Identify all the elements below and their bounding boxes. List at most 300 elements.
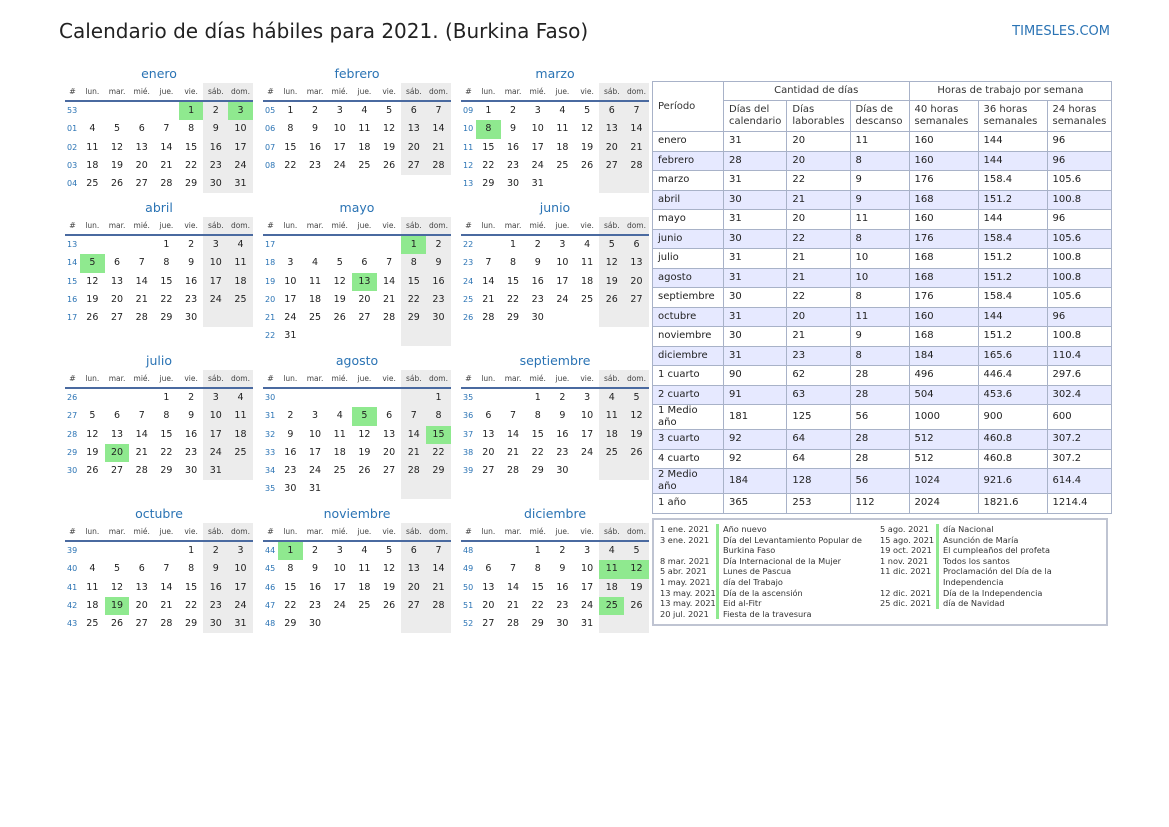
day-cell: 13 (401, 120, 426, 138)
holiday-item (880, 566, 1100, 587)
day-cell: 18 (228, 426, 253, 444)
weekday-header (65, 523, 253, 542)
day-cell: 5 (624, 389, 649, 407)
week-number: 41 (67, 582, 78, 592)
value-cell: 31 (724, 307, 787, 327)
day-cell: 9 (203, 120, 228, 138)
weekday-label: mié. (133, 527, 150, 536)
day-cell: 23 (531, 293, 544, 305)
value-cell: 453.6 (978, 385, 1047, 405)
day-cell: 3 (203, 236, 228, 254)
day-cell: 6 (401, 102, 426, 120)
table-row (653, 151, 1112, 171)
day-cell: 19 (358, 446, 371, 458)
value-cell: 1214.4 (1047, 494, 1112, 514)
value-cell: 151.2 (978, 190, 1047, 210)
day-cell (105, 389, 130, 407)
day-cell (327, 615, 352, 633)
day-cell: 29 (482, 178, 495, 190)
day-cell: 28 (401, 462, 426, 480)
weekday-label: jue. (159, 221, 174, 230)
week-number-header: # (465, 87, 472, 96)
day-cell: 5 (89, 410, 96, 422)
day-cell: 7 (138, 410, 145, 422)
value-cell: 62 (787, 366, 850, 386)
period-cell: noviembre (653, 327, 724, 347)
weekday-label: mié. (529, 221, 546, 230)
day-cell: 5 (114, 123, 121, 135)
value-cell: 30 (724, 229, 787, 249)
value-cell: 21 (787, 327, 850, 347)
value-cell: 176 (909, 229, 978, 249)
weekday-label: mié. (133, 87, 150, 96)
day-cell: 4 (361, 105, 368, 116)
day-cell: 31 (531, 178, 544, 190)
day-cell: 10 (581, 563, 594, 575)
week-number: 42 (67, 600, 78, 610)
week-row (263, 157, 451, 175)
table-row (653, 132, 1112, 152)
day-cell: 17 (531, 141, 544, 153)
value-cell: 168 (909, 249, 978, 269)
day-cell: 15 (160, 275, 173, 287)
value-cell: 160 (909, 132, 978, 152)
day-cell: 24 (228, 157, 253, 175)
day-cell: 13 (135, 581, 148, 593)
day-cell: 15 (284, 141, 297, 153)
week-row (263, 597, 451, 615)
day-cell: 17 (203, 426, 228, 444)
weekday-label: dom. (228, 523, 253, 540)
day-cell: 21 (383, 293, 396, 305)
weekday-label: sáb. (401, 217, 426, 234)
week-row (65, 579, 253, 597)
value-cell: 2024 (909, 494, 978, 514)
day-cell: 11 (228, 407, 253, 425)
holiday-name: día Nacional (936, 524, 1100, 535)
week-row (65, 462, 253, 480)
day-cell: 13 (599, 120, 624, 138)
day-cell: 5 (386, 545, 393, 556)
weekday-label: lun. (481, 374, 496, 383)
day-cell: 15 (482, 141, 495, 153)
day-cell: 18 (228, 273, 253, 291)
weekday-label: lun. (283, 374, 298, 383)
day-cell (80, 236, 105, 254)
value-cell: 11 (850, 210, 909, 230)
day-cell: 11 (228, 254, 253, 272)
day-cell: 23 (203, 597, 228, 615)
week-number: 05 (265, 106, 276, 115)
week-row (263, 480, 451, 498)
value-cell: 31 (724, 249, 787, 269)
value-cell: 22 (787, 229, 850, 249)
week-number: 23 (463, 258, 474, 268)
day-cell: 25 (308, 312, 322, 324)
table-row (653, 171, 1112, 191)
day-cell: 6 (485, 410, 492, 422)
week-row (461, 597, 649, 615)
value-cell: 105.6 (1047, 288, 1112, 308)
day-cell: 2 (559, 545, 566, 556)
holiday-day-cell: 19 (105, 597, 130, 615)
week-row (263, 560, 451, 578)
week-row (461, 579, 649, 597)
holiday-item (880, 598, 1100, 609)
day-cell: 22 (401, 291, 426, 309)
period-cell: septiembre (653, 288, 724, 308)
weekday-header (263, 523, 451, 542)
day-cell: 26 (110, 618, 124, 630)
day-cell: 2 (203, 542, 228, 560)
weekday-label: jue. (159, 374, 174, 383)
day-cell: 27 (401, 157, 426, 175)
holiday-name: Día de la ascensión (716, 588, 880, 599)
day-cell: 3 (336, 545, 343, 556)
period-cell: 1 año (653, 494, 724, 514)
week-row (263, 102, 451, 120)
day-cell: 23 (556, 599, 569, 611)
week-number: 53 (67, 106, 78, 115)
value-cell: 21 (787, 190, 850, 210)
day-cell: 21 (624, 139, 649, 157)
day-cell: 18 (358, 581, 371, 593)
day-cell: 14 (506, 428, 520, 440)
value-cell: 253 (787, 494, 850, 514)
day-cell: 3 (559, 239, 566, 250)
weekday-label: vie. (382, 374, 396, 383)
value-cell: 144 (978, 132, 1047, 152)
holiday-name: Año nuevo (716, 524, 880, 535)
week-number: 13 (463, 179, 474, 189)
day-cell (377, 615, 402, 633)
value-cell: 63 (787, 385, 850, 405)
day-cell: 8 (188, 563, 195, 575)
day-cell: 20 (383, 446, 396, 458)
month-name: octubre (135, 506, 183, 521)
day-cell: 29 (185, 178, 198, 190)
week-row (65, 236, 253, 254)
day-cell: 8 (163, 257, 170, 269)
day-cell: 26 (383, 159, 396, 171)
day-cell: 6 (138, 563, 145, 575)
table-row (653, 405, 1112, 430)
week-number: 06 (265, 124, 276, 134)
day-cell: 25 (358, 599, 371, 611)
day-cell: 15 (185, 141, 198, 153)
day-cell: 9 (287, 428, 294, 440)
day-cell: 5 (584, 105, 591, 116)
table-row (653, 346, 1112, 366)
day-cell: 7 (163, 123, 170, 135)
week-number: 13 (67, 240, 78, 249)
day-cell: 16 (531, 275, 544, 287)
day-cell (624, 462, 649, 480)
value-cell: 20 (787, 132, 850, 152)
value-cell: 10 (850, 268, 909, 288)
table-row (653, 190, 1112, 210)
holiday-item (880, 545, 1100, 556)
week-number: 52 (463, 619, 474, 629)
day-cell: 3 (584, 392, 591, 403)
day-cell: 19 (624, 426, 649, 444)
day-cell: 12 (333, 275, 346, 287)
day-cell: 8 (534, 410, 541, 422)
period-cell: 2 Medio año (653, 469, 724, 494)
value-cell: 144 (978, 307, 1047, 327)
day-cell: 12 (581, 123, 594, 135)
value-cell: 125 (787, 405, 850, 430)
holiday-date: 13 may. 2021 (660, 587, 716, 598)
day-cell: 13 (110, 428, 124, 440)
day-cell: 2 (312, 545, 319, 556)
day-cell: 15 (284, 581, 297, 593)
holiday-date: 11 dic. 2021 (880, 566, 932, 577)
week-row (461, 175, 649, 193)
weekday-label: jue. (555, 374, 570, 383)
value-cell: 100.8 (1047, 249, 1112, 269)
week-number: 18 (265, 258, 276, 268)
value-cell: 176 (909, 288, 978, 308)
day-cell: 25 (599, 444, 624, 462)
day-cell: 2 (534, 239, 541, 250)
day-cell: 27 (599, 157, 624, 175)
holiday-day-cell: 11 (599, 560, 624, 578)
day-cell: 12 (383, 123, 396, 135)
day-cell: 9 (188, 257, 195, 269)
day-cell: 17 (284, 293, 297, 305)
holiday-day-cell: 25 (599, 597, 624, 615)
day-cell: 13 (110, 275, 124, 287)
value-cell: 504 (909, 385, 978, 405)
day-cell: 16 (556, 428, 569, 440)
week-number: 31 (265, 411, 276, 421)
day-cell: 28 (482, 312, 495, 324)
day-cell: 6 (361, 257, 368, 269)
day-cell: 7 (163, 563, 170, 575)
day-cell (575, 462, 600, 480)
value-cell: 21 (787, 249, 850, 269)
month-block (461, 66, 649, 193)
column-header: 40 horas semanales (909, 101, 978, 132)
holiday-date: 1 may. 2021 (660, 576, 711, 587)
weekday-label: dom. (426, 83, 451, 100)
day-cell: 30 (556, 618, 569, 630)
value-cell: 158.4 (978, 229, 1047, 249)
period-cell: enero (653, 132, 724, 152)
week-row (65, 102, 253, 120)
day-cell: 29 (160, 465, 173, 477)
day-cell: 3 (336, 105, 343, 116)
weekday-label: sáb. (599, 370, 624, 387)
week-number: 44 (265, 546, 276, 555)
day-cell: 29 (284, 618, 297, 630)
day-cell: 2 (312, 105, 319, 116)
day-cell: 1 (188, 545, 195, 556)
day-cell: 8 (188, 123, 195, 135)
day-cell: 6 (114, 257, 121, 269)
day-cell: 17 (228, 579, 253, 597)
period-cell: abril (653, 190, 724, 210)
weekday-header (461, 370, 649, 389)
weekday-label: lun. (481, 87, 496, 96)
day-cell: 2 (559, 392, 566, 403)
value-cell: 8 (850, 346, 909, 366)
week-number-header: # (69, 527, 76, 536)
day-cell: 20 (624, 273, 649, 291)
day-cell: 24 (581, 446, 594, 458)
day-cell: 29 (531, 618, 544, 630)
day-cell: 22 (482, 159, 495, 171)
month-name: diciembre (523, 506, 587, 521)
day-cell: 1 (534, 392, 541, 403)
day-cell (550, 309, 575, 327)
day-cell: 15 (531, 428, 544, 440)
period-cell: mayo (653, 210, 724, 230)
value-cell: 91 (724, 385, 787, 405)
day-cell: 27 (135, 618, 148, 630)
day-cell: 16 (284, 446, 297, 458)
day-cell: 8 (534, 563, 541, 575)
day-cell: 7 (426, 542, 451, 560)
value-cell: 31 (724, 210, 787, 230)
weekday-label: lun. (85, 221, 100, 230)
day-cell: 17 (333, 581, 346, 593)
weekday-label: mar. (306, 374, 324, 383)
day-cell: 2 (287, 410, 294, 422)
day-cell: 28 (506, 465, 520, 477)
day-cell: 23 (185, 293, 198, 305)
period-cell: junio (653, 229, 724, 249)
day-cell (303, 236, 328, 254)
week-row (461, 462, 649, 480)
day-cell: 27 (482, 465, 495, 477)
day-cell: 31 (581, 618, 594, 630)
day-cell: 9 (559, 563, 566, 575)
day-cell: 24 (531, 159, 544, 171)
value-cell: 9 (850, 327, 909, 347)
weekday-label: lun. (85, 87, 100, 96)
day-cell: 26 (383, 599, 396, 611)
weekday-label: sáb. (203, 370, 228, 387)
day-cell: 20 (599, 139, 624, 157)
day-cell: 25 (86, 618, 99, 630)
brand-link[interactable]: TIMESLES.COM (1012, 24, 1110, 39)
day-cell: 6 (599, 102, 624, 120)
week-number: 34 (265, 466, 276, 476)
value-cell: 28 (724, 151, 787, 171)
day-cell: 18 (86, 159, 99, 171)
weekday-label: sáb. (401, 523, 426, 540)
day-cell: 12 (110, 581, 124, 593)
period-header: Período (653, 82, 724, 132)
value-cell: 31 (724, 132, 787, 152)
value-cell: 151.2 (978, 249, 1047, 269)
value-cell: 144 (978, 210, 1047, 230)
week-number: 35 (463, 393, 474, 402)
day-cell: 23 (426, 291, 451, 309)
day-cell (599, 175, 624, 193)
day-cell (327, 480, 352, 498)
day-cell: 20 (482, 599, 495, 611)
month-block (263, 353, 451, 499)
week-row (65, 426, 253, 444)
week-row (461, 157, 649, 175)
day-cell: 9 (203, 560, 228, 578)
holiday-item (660, 609, 880, 620)
week-number-header: # (267, 374, 274, 383)
value-cell: 1821.6 (978, 494, 1047, 514)
day-cell: 11 (581, 257, 594, 269)
day-cell: 12 (110, 141, 124, 153)
day-cell: 6 (114, 410, 121, 422)
week-row (65, 542, 253, 560)
day-cell: 29 (506, 312, 520, 324)
week-row (263, 254, 451, 272)
day-cell: 6 (386, 410, 393, 422)
week-row (263, 139, 451, 157)
value-cell: 20 (787, 151, 850, 171)
day-cell: 28 (426, 157, 451, 175)
day-cell: 22 (185, 599, 198, 611)
value-cell: 110.4 (1047, 346, 1112, 366)
day-cell: 23 (308, 159, 322, 171)
day-cell (426, 327, 451, 345)
day-cell: 11 (556, 123, 569, 135)
day-cell: 18 (333, 446, 346, 458)
day-cell: 9 (510, 123, 517, 135)
value-cell: 105.6 (1047, 171, 1112, 191)
holiday-item (880, 556, 1100, 567)
day-cell: 18 (556, 141, 569, 153)
day-cell: 14 (482, 275, 495, 287)
week-row (65, 175, 253, 193)
day-cell: 26 (624, 597, 649, 615)
holiday-item (660, 524, 880, 535)
holiday-item (660, 535, 880, 556)
day-cell: 26 (110, 178, 124, 190)
period-cell: 2 cuarto (653, 385, 724, 405)
value-cell: 176 (909, 171, 978, 191)
day-cell: 23 (308, 599, 322, 611)
month-name: marzo (535, 66, 575, 81)
day-cell (203, 309, 228, 327)
day-cell: 7 (485, 257, 492, 269)
column-header: Días laborables (787, 101, 850, 132)
week-number: 20 (265, 294, 276, 304)
day-cell: 21 (426, 139, 451, 157)
holiday-date: 1 ene. 2021 (660, 524, 710, 534)
day-cell: 20 (482, 446, 495, 458)
holiday-item (880, 535, 1100, 546)
month-block (461, 506, 649, 633)
table-row (653, 327, 1112, 347)
day-cell: 20 (358, 293, 371, 305)
day-cell: 2 (203, 102, 228, 120)
day-cell: 22 (185, 159, 198, 171)
day-cell: 30 (185, 465, 198, 477)
week-row (263, 389, 451, 407)
day-cell: 26 (599, 291, 624, 309)
weekday-label: dom. (624, 217, 649, 234)
day-cell: 4 (559, 105, 566, 116)
week-row (65, 309, 253, 327)
day-cell: 30 (284, 483, 297, 495)
week-number: 33 (265, 447, 276, 457)
value-cell: 1024 (909, 469, 978, 494)
day-cell: 15 (185, 581, 198, 593)
day-cell: 25 (556, 159, 569, 171)
